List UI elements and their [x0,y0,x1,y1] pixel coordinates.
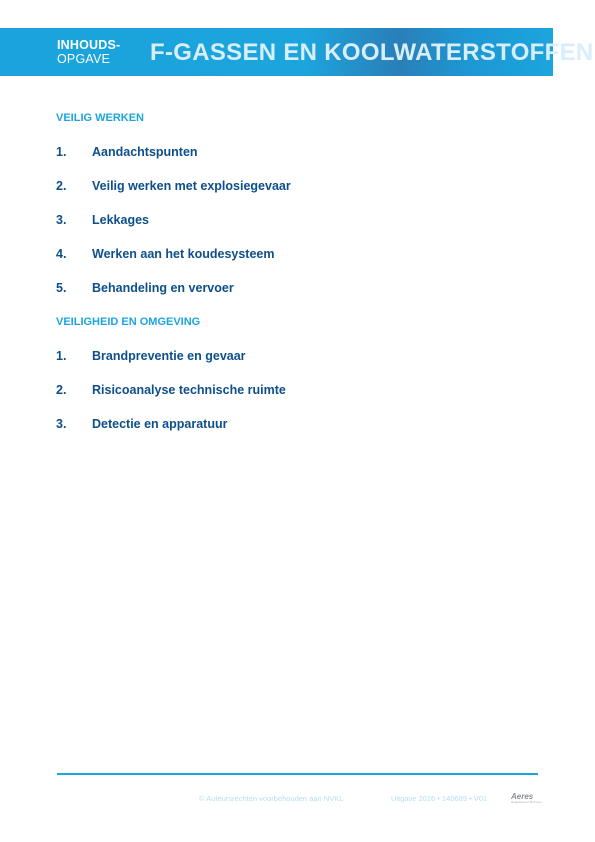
toc-item-aandachtspunten[interactable] [56,145,536,163]
toc-item-detectie-apparatuur[interactable] [56,417,536,435]
toc-item-behandeling-vervoer[interactable] [56,281,536,299]
toc-item-label: Detectie en apparatuur [92,417,228,431]
toc-item-number: 2. [56,383,67,397]
header-section-line1: INHOUDS- [57,38,121,52]
publisher-logo-text: Aeres [511,792,534,801]
toc-item-label: Risicoanalyse technische ruimte [92,383,286,397]
toc-item-label: Veilig werken met explosiegevaar [92,179,291,193]
toc-item-number: 2. [56,179,67,193]
section-title-veilig-werken: VEILIG WERKEN [56,112,145,124]
toc-item-label: Brandpreventie en gevaar [92,349,246,363]
toc-item-number: 4. [56,247,67,261]
toc-item-number: 1. [56,145,67,159]
toc-item-label: Behandeling en vervoer [92,281,234,295]
toc-item-number: 1. [56,349,67,363]
section-title-veiligheid-omgeving: VEILIGHEID EN OMGEVING [56,316,201,328]
toc-item-label: Aandachtspunten [92,145,198,159]
footer-edition: Uitgave 2026 • 140689 • V01 [391,794,488,803]
toc-item-brandpreventie[interactable] [56,349,536,367]
header-section-label [57,38,120,66]
toc-item-number: 3. [56,417,67,431]
toc-item-label: Lekkages [92,213,149,227]
publisher-logo [511,792,542,804]
header-section-line2: OPGAVE [57,52,111,66]
toc-item-label: Werken aan het koudesysteem [92,247,275,261]
toc-item-lekkages[interactable] [56,213,536,231]
publisher-logo-subtext: Hogeschool Dronten [511,800,542,804]
footer-divider [57,773,538,775]
toc-item-number: 5. [56,281,67,295]
toc-item-number: 3. [56,213,67,227]
page-title: F-GASSEN EN KOOLWATERSTOFFEN [150,39,594,66]
toc-item-risicoanalyse[interactable] [56,383,536,401]
toc-item-veilig-werken-explosiegevaar[interactable] [56,179,536,197]
footer-copyright: © Auteursrechten voorbehouden aan NVKL [199,794,344,803]
toc-item-koudesysteem[interactable] [56,247,536,265]
header-banner [0,28,594,76]
